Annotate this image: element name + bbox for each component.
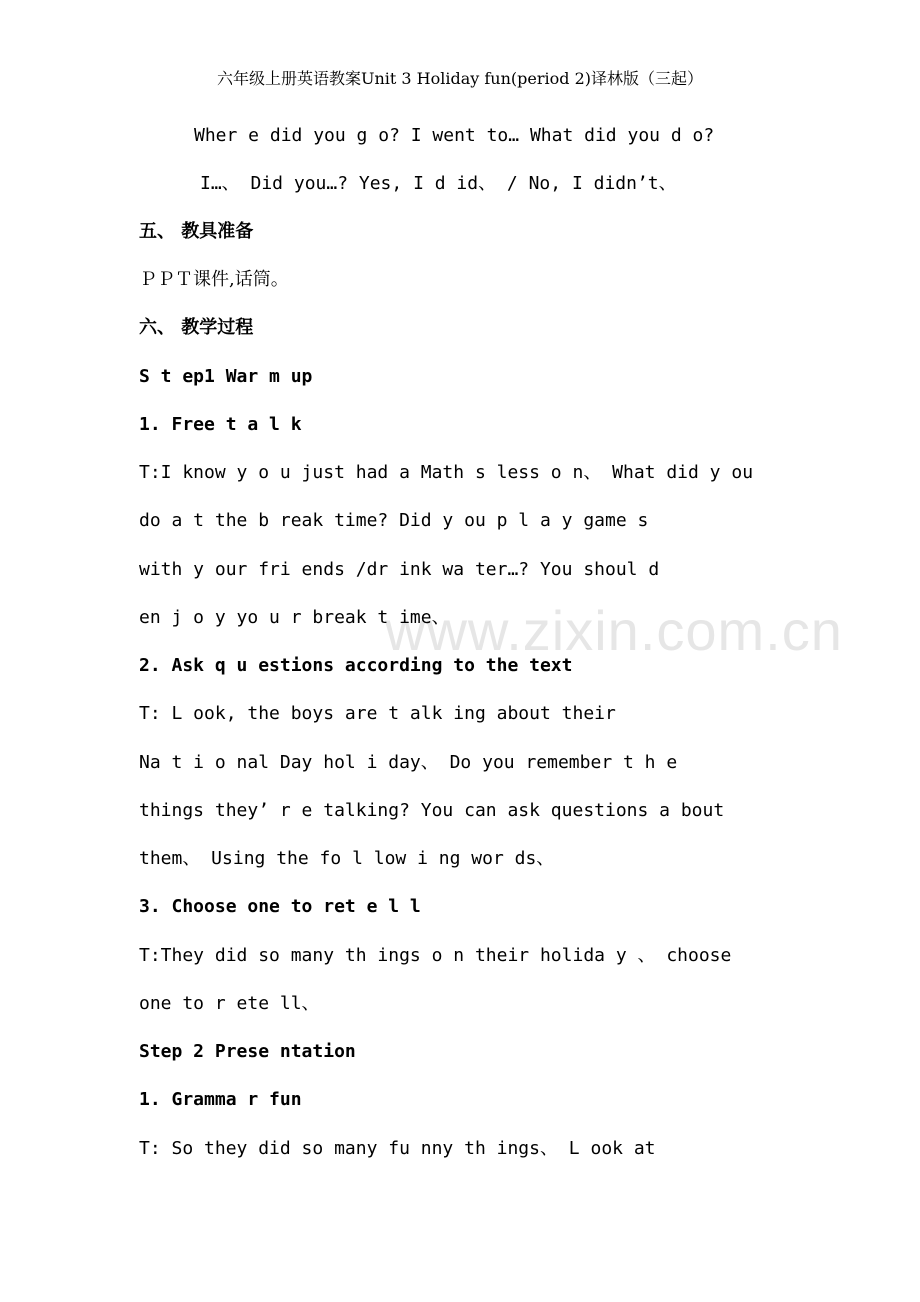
text-line: T: L ook, the boys are t alk ing about their bbox=[139, 703, 616, 724]
text-line: with y our fri ends /dr ink wa ter…? You shoul d bbox=[139, 559, 660, 580]
text-line: them、 Using the fo l low i ng wor ds、 bbox=[139, 848, 555, 869]
text-line: Na t i o nal Day hol i day、 Do you remember t h e bbox=[139, 752, 678, 773]
step-heading: Step 2 Prese ntation bbox=[139, 1041, 356, 1062]
text-line: things they’ r e talking? You can ask questions a bout bbox=[139, 800, 725, 821]
text-line: I…、 Did you…? Yes, I d id、 / No, I didn’t、 bbox=[200, 173, 677, 194]
text-line: do a t the b reak time? Did y ou p l a y game s bbox=[139, 510, 649, 531]
text-line: T: So they did so many fu nny th ings、 L ook at bbox=[139, 1138, 656, 1159]
sub-heading: 1. Gramma r fun bbox=[139, 1089, 302, 1110]
sub-heading: 1. Free t a l k bbox=[139, 414, 302, 435]
text-line: ＰＰＴ课件,话筒。 bbox=[139, 269, 289, 290]
sub-heading: 2. Ask q u estions according to the text bbox=[139, 655, 573, 676]
text-line: en j o y yo u r break t ime、 bbox=[139, 607, 450, 628]
section-heading: 五、 教具准备 bbox=[139, 221, 254, 242]
page-header-title: 六年级上册英语教案Unit 3 Holiday fun(period 2)译林版（三起） bbox=[216, 69, 704, 88]
text-line: T:They did so many th ings o n their holida y 、 choose bbox=[139, 945, 732, 966]
text-line: T:I know y o u just had a Math s less o n、 What did y ou bbox=[139, 462, 754, 483]
step-heading: S t ep1 War m up bbox=[139, 366, 313, 387]
watermark: www.zixin.com.cn bbox=[385, 599, 843, 662]
sub-heading: 3. Choose one to ret e l l bbox=[139, 896, 421, 917]
text-line: Wher e did you g o? I went to… What did you d o? bbox=[194, 125, 715, 146]
section-heading: 六、 教学过程 bbox=[139, 317, 254, 338]
text-line: one to r ete ll、 bbox=[139, 993, 320, 1014]
